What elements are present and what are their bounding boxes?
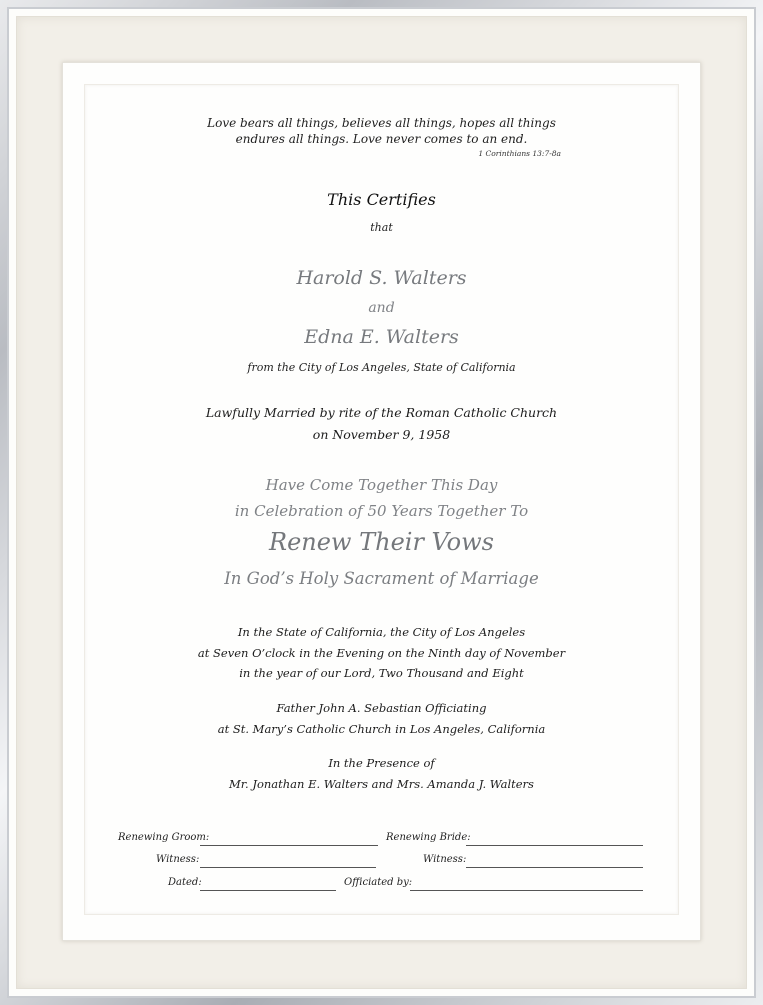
first-name: Harold S. Walters [296,267,467,289]
witness-1-signature-line[interactable] [200,867,376,868]
gather-line-2: in Celebration of 50 Years Together To [234,502,529,520]
second-name: Edna E. Walters [304,326,459,348]
verse-line-2: endures all things. Love never comes to an end. [235,132,528,146]
married-line-2: on November 9, 1958 [312,427,451,442]
dated-label: Dated: [168,877,202,888]
place-line-1: In the State of California, the City of Los Angeles [237,625,526,639]
groom-signature-label: Renewing Groom: [118,832,210,843]
officiated-by-label: Officiated by: [344,877,413,888]
officiated-by-line[interactable] [410,890,643,891]
verse-reference: 1 Corinthians 13:7-8a [478,149,561,158]
presence-line-2: Mr. Jonathan E. Walters and Mrs. Amanda J. Walters [229,777,534,791]
officiant-line-2: at St. Mary’s Catholic Church in Los Angeles, California [217,722,546,736]
place-line-3: in the year of our Lord, Two Thousand and Eight [239,666,524,680]
sacrament-text: In God’s Holy Sacrament of Marriage [224,569,539,588]
bride-signature-label: Renewing Bride: [386,832,471,843]
certificate-content [84,84,679,915]
origin-text: from the City of Los Angeles, State of California [247,361,516,374]
certificate-heading: This Certifies [327,190,436,209]
bride-signature-line[interactable] [466,845,643,846]
that-text: that [370,221,393,234]
renew-vows-title: Renew Their Vows [269,528,494,556]
dated-line[interactable] [200,890,336,891]
groom-signature-line[interactable] [200,845,378,846]
witness-1-label: Witness: [156,854,200,865]
and-text: and [368,300,395,316]
married-line-1: Lawfully Married by rite of the Roman Catholic Church [205,405,558,420]
officiant-line-1: Father John A. Sebastian Officiating [276,701,487,715]
gather-line-1: Have Come Together This Day [265,476,498,494]
verse-line-1: Love bears all things, believes all things, hopes all things [207,116,556,130]
witness-2-signature-line[interactable] [466,867,643,868]
witness-2-label: Witness: [423,854,467,865]
place-line-2: at Seven O’clock in the Evening on the Ninth day of November [197,646,566,660]
presence-line-1: In the Presence of [328,756,435,770]
